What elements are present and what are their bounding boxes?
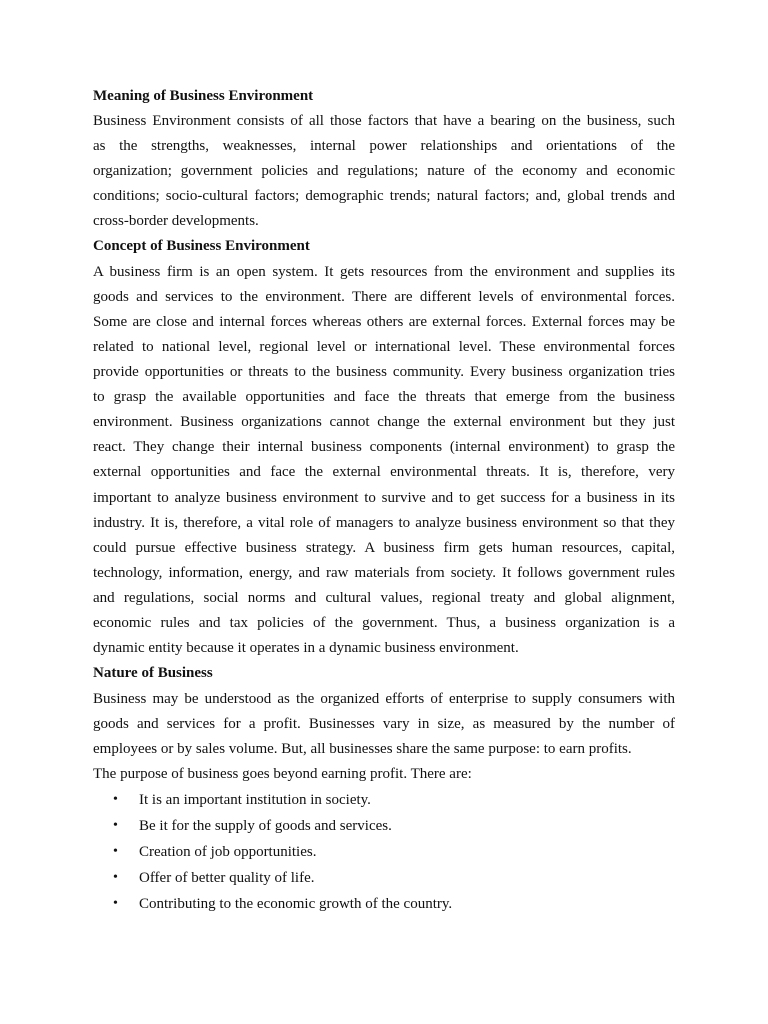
paragraph-line: The purpose of business goes beyond earning profit. There are: [93,766,472,782]
bullet-icon: • [113,870,118,885]
bullet-icon: • [113,844,118,859]
paragraph-line: to grasp the available opportunities and face the threats that emerge from the business [93,389,675,405]
paragraph-line: external opportunities and face the external environmental threats. It is, therefore, very [93,464,675,480]
paragraph-line: conditions; socio-cultural factors; demographic trends; natural factors; and, global trends and [93,188,675,204]
paragraph-line: A business firm is an open system. It gets resources from the environment and supplies its [93,264,675,280]
paragraph-line: as the strengths, weaknesses, internal power relationships and orientations of the [93,138,675,154]
paragraph-line: goods and services to the environment. There are different levels of environmental forces. [93,289,675,305]
paragraph-line: provide opportunities or threats to the business community. Every business organization tries [93,364,675,380]
bullet-icon: • [113,792,118,807]
paragraph-line: organization; government policies and regulations; nature of the economy and economic [93,163,675,179]
paragraph-line: employees or by sales volume. But, all businesses share the same purpose: to earn profits. [93,741,632,757]
paragraph-line: Business may be understood as the organized efforts of enterprise to supply consumers with [93,691,675,707]
list-item-text: Be it for the supply of goods and services. [139,818,392,834]
bullet-icon: • [113,896,118,911]
paragraph-line: important to analyze business environment to survive and to get success for a business in its [93,490,675,506]
list-item-text: Creation of job opportunities. [139,844,317,860]
paragraph-line: economic rules and tax policies of the government. Thus, a business organization is a [93,615,675,631]
bullet-icon: • [113,818,118,833]
paragraph-line: Some are close and internal forces whereas others are external forces. External forces may be [93,314,675,330]
paragraph-line: dynamic entity because it operates in a dynamic business environment. [93,640,519,656]
paragraph-line: cross-border developments. [93,213,259,229]
paragraph-line: could pursue effective business strategy. A business firm gets human resources, capital, [93,540,675,556]
paragraph-line: environment. Business organizations cannot change the external environment but they just [93,414,675,430]
paragraph-line: goods and services for a profit. Businesses vary in size, as measured by the number of [93,716,675,732]
paragraph-line: industry. It is, therefore, a vital role of managers to analyze business environment so that they [93,515,675,531]
paragraph-line: technology, information, energy, and raw materials from society. It follows government rules [93,565,675,581]
paragraph-line: react. They change their internal business components (internal environment) to grasp the [93,439,675,455]
paragraph-line: Business Environment consists of all those factors that have a bearing on the business, such [93,113,675,129]
paragraph-line: related to national level, regional level or international level. These environmental forces [93,339,675,355]
paragraph-line: and regulations, social norms and cultural values, regional treaty and global alignment, [93,590,675,606]
heading-nature-of-business: Nature of Business [93,665,213,681]
list-item-text: Offer of better quality of life. [139,870,315,886]
heading-meaning-of-business-environment: Meaning of Business Environment [93,88,314,104]
list-item-text: It is an important institution in society. [139,792,371,808]
heading-concept-of-business-environment: Concept of Business Environment [93,238,310,254]
list-item-text: Contributing to the economic growth of the country. [139,896,453,912]
